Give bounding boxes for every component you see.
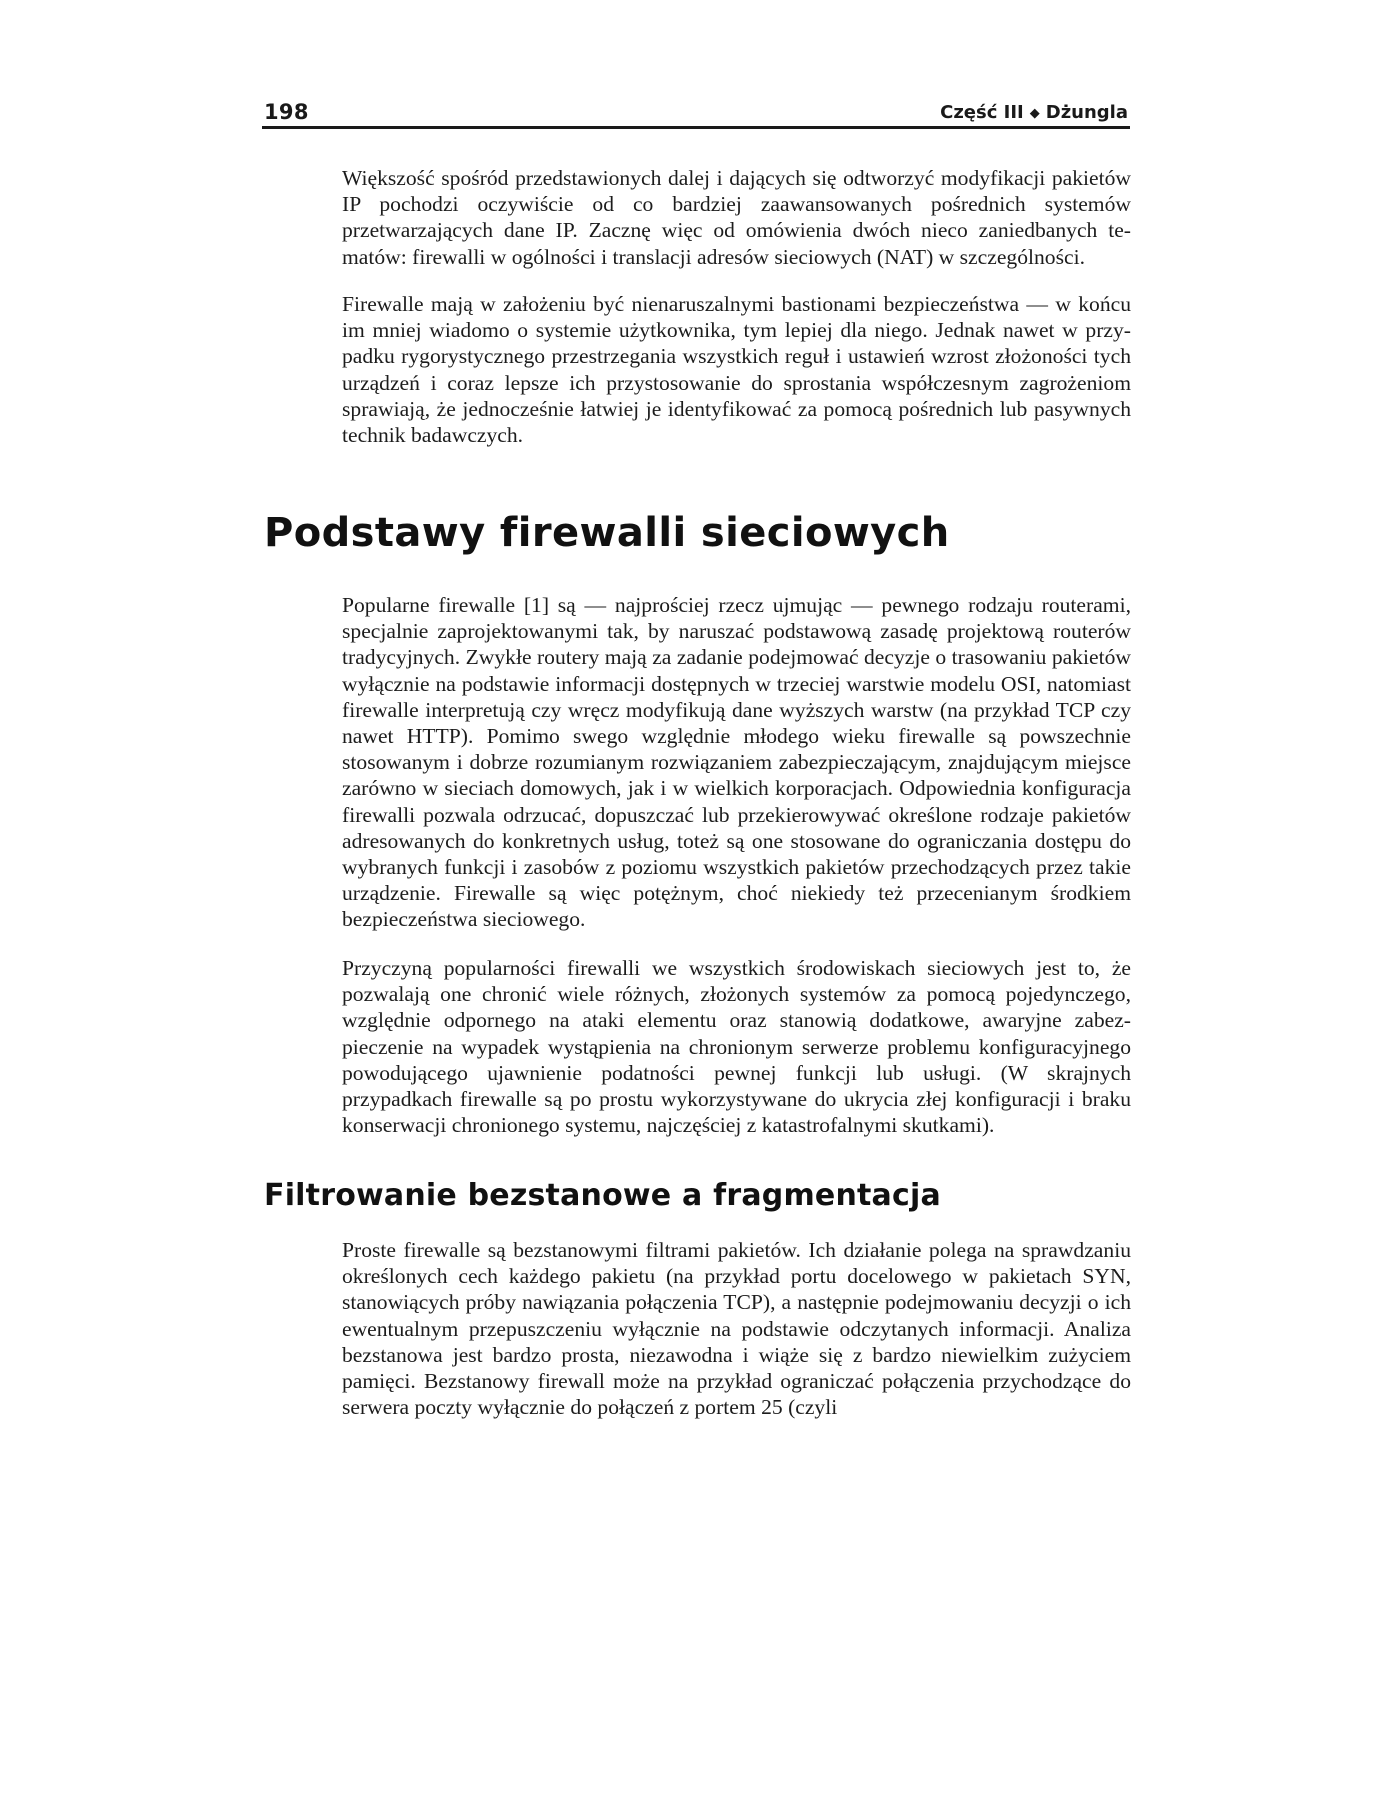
part-label: Część III <box>940 102 1024 123</box>
chapter-heading: Podstawy firewalli sieciowych <box>264 510 950 556</box>
intro-paragraph-2: Firewalle mają w założeniu być nienaruszalnymi bastionami bezpieczeństwa — w końcu im mniej wiadomo o systemie użytkownika, tym lepiej dla niego. Jednak nawet w przypadku rygorystycznego przestrzegania wszystkich reguł i ustawień wzrost złożoności tych urządzeń i coraz lepsze ich przystosowanie do sprostania współczesnym zagrożeniom sprawiają, że jednocześnie łatwiej je identyfikować za pomocą pośrednich lub pasywnych technik badawczych. <box>342 292 1131 448</box>
part-title <box>940 102 1128 123</box>
section-heading: Filtrowanie bezstanowe a fragmentacja <box>264 1178 941 1213</box>
chapter-paragraph-2: Przyczyną popularności firewalli we wszystkich środowiskach sieciowych jest to, że pozwalają one chronić wiele różnych, złożonych systemów za pomocą pojedynczego, względnie odpornego na ataki elementu oraz stanowią dodatkowe, awaryjne zabezpieczenie na wypadek wystąpienia na chronionym serwerze problemu konfiguracyjnego powodującego ujawnienie podatności pewnej funkcji lub usługi. (W skrajnych przypadkach firewalle są po prostu wykorzystywane do ukrycia złej konfiguracji i braku konserwacji chronionego systemu, najczęściej z katastrofalnymi skutkami). <box>342 956 1131 1138</box>
running-header <box>262 96 1130 129</box>
diamond-separator-icon: ◆ <box>1029 106 1040 121</box>
section-paragraph-1: Proste firewalle są bezstanowymi filtrami pakietów. Ich działanie polega na sprawdzaniu określonych cech każdego pakietu (na przykład portu docelowego w pakietach SYN, stanowiących próby nawiązania połączenia TCP), a następnie podejmowaniu decyzji o ich ewentualnym przepuszczeniu wyłącznie na podstawie odczytanych informacji. Analiza bezstanowa jest bardzo prosta, niezawodna i wiąże się z bardzo niewielkim zużyciem pamięci. Bezstanowy firewall może na przykład ograniczać połączenia przychodzące do serwera poczty wyłącznie do połączeń z portem 25 (czyli <box>342 1238 1131 1420</box>
part-name: Dżungla <box>1045 102 1128 123</box>
chapter-paragraph-1: Popularne firewalle [1] są — najprościej rzecz ujmując — pewnego rodzaju routerami, specjalnie zaprojektowanymi tak, by naruszać podstawową zasadę projektową routerów tradycyjnych. Zwykłe routery mają za zadanie podejmować decyzje o trasowaniu pakietów wyłącznie na podstawie informacji dostępnych w trzeciej warstwie modelu OSI, natomiast firewalle interpretują czy wręcz modyfikują dane wyższych warstw (na przykład TCP czy nawet HTTP). Pomimo swego względnie młodego wieku firewalle są powszechnie stosowanym i dobrze rozumianym rozwiązaniem zabezpieczającym, znajdującym miejsce zarówno w sieciach domowych, jak i w wielkich korporacjach. Odpowiednia konfiguracja firewalli pozwala odrzucać, dopuszczać lub przekierowywać określone rodzaje pakietów adresowanych do konkretnych usług, toteż są one stosowane do ograniczania dostępu do wybranych funkcji i zasobów z poziomu wszystkich pakietów przechodzących przez takie urządzenie. Firewalle są więc potężnym, choć niekiedy też przecenianym środkiem bezpieczeństwa sieciowego. <box>342 593 1131 932</box>
page-number: 198 <box>264 100 309 124</box>
intro-paragraph-1: Większość spośród przedstawionych dalej i dających się odtworzyć modyfikacji pakietów IP pochodzi oczywiście od co bardziej zaawansowanych pośrednich systemów przetwarzających dane IP. Zacznę więc od omówienia dwóch nieco zaniedbanych tematów: firewalli w ogólności i translacji adresów sieciowych (NAT) w szczególności. <box>342 166 1131 269</box>
